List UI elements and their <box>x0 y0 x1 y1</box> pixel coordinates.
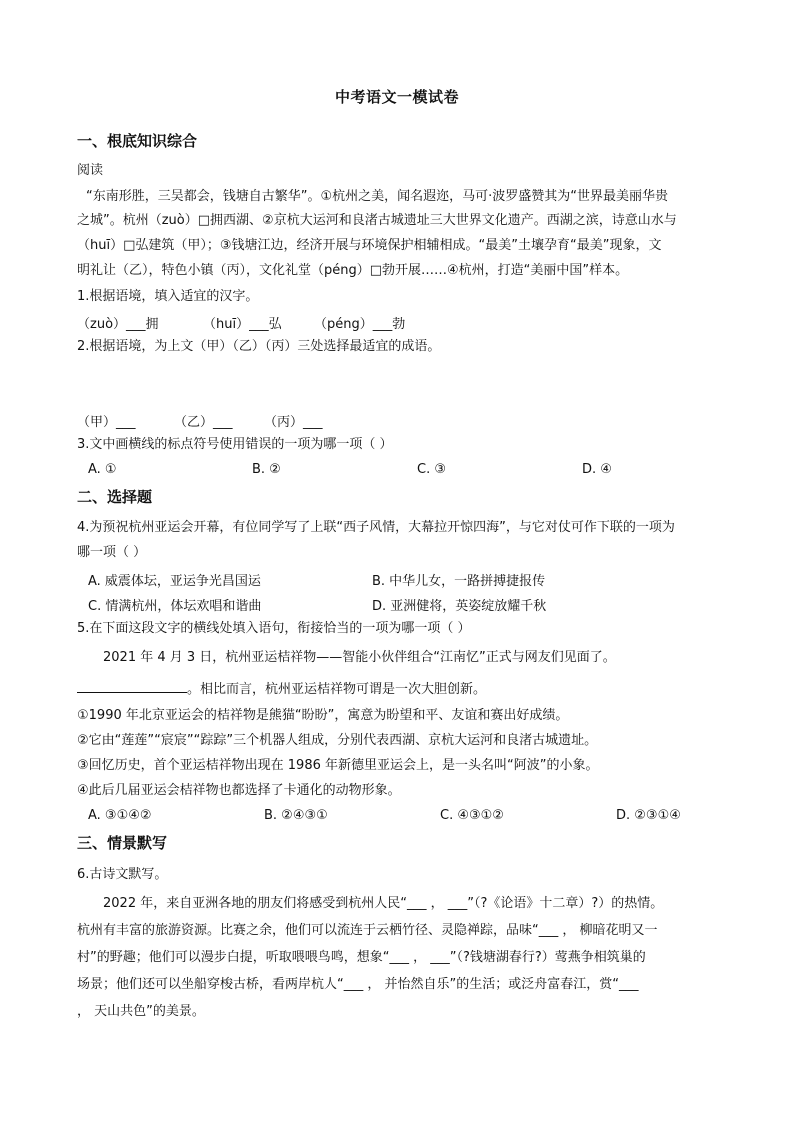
q1-stem: 1.根据语境，填入适宜的汉字。 <box>77 289 259 304</box>
q1-blank-a[interactable]: （zuò）___拥 <box>77 317 159 332</box>
q3-option-c[interactable]: C. ③ <box>417 462 446 477</box>
q5-sentence-2: ②它由“莲莲”“宸宸”“踪踪”三个机器人组成，分别代表西湖、京杭大运河和良渚古城遗址。 <box>77 733 598 748</box>
reading-line-4: 明礼让（乙），特色小镇（丙），文化礼堂（péng）□勃开展……④杭州，打造“美丽中国”样本。 <box>77 263 629 278</box>
q3-option-a[interactable]: A. ① <box>88 462 117 477</box>
q3-option-b[interactable]: B. ② <box>252 462 281 477</box>
q2-stem: 2.根据语境，为上文（甲）（乙）（丙）三处选择最适宜的成语。 <box>77 339 441 354</box>
q4-stem-line-2: 哪一项（ ） <box>77 545 147 560</box>
q3-stem: 3.文中画横线的标点符号使用错误的一项为哪一项（ ） <box>77 437 393 452</box>
q5-option-a[interactable]: A. ③①④② <box>88 808 152 823</box>
section-heading-1: 一、根底知识综合 <box>77 132 198 150</box>
q5-sentence-3: ③回忆历史，首个亚运桔祥物出现在 1986 年新德里亚运会上，是一头名叫“阿波”的小象。 <box>77 758 599 773</box>
q4-option-d[interactable]: D. 亚洲健将，英姿绽放耀千秋 <box>372 599 547 614</box>
q5-passage-line-1: 2021 年 4 月 3 日，杭州亚运桔祥物——智能小伙伴组合“江南忆”正式与网友们见面了。 <box>103 650 616 665</box>
q1-blank-c[interactable]: （péng）___勃 <box>314 317 406 332</box>
q5-passage-line-2 <box>77 680 717 699</box>
section-heading-3: 三、情景默写 <box>77 834 168 852</box>
q2-blank-a[interactable]: （甲）___ <box>77 415 136 430</box>
q6-stem: 6.古诗文默写。 <box>77 867 168 882</box>
q4-stem-line-1: 4.为预祝杭州亚运会开幕，有位同学写了上联“西子风情，大幕拉开惊四海”，与它对仗可作下联的一项为 <box>77 520 675 535</box>
q6-line-2: 杭州有丰富的旅游资源。比赛之余，他们可以流连于云栖竹径、灵隐禅踪，品味“___ ， 柳暗花明又一 <box>77 923 658 938</box>
q3-option-d[interactable]: D. ④ <box>582 462 612 477</box>
q6-line-5: ， 天山共色”的美景。 <box>77 1004 205 1019</box>
q2-blank-c[interactable]: （丙）___ <box>264 415 323 430</box>
reading-line-2: 之城”。杭州（zuò）□拥西湖、②京杭大运河和良渚古城遗址三大世界文化遗产。西湖之滨，诗意山水与 <box>77 213 677 228</box>
q5-passage-text: 。相比而言，杭州亚运桔祥物可谓是一次大胆创新。 <box>187 682 487 697</box>
section-heading-2: 二、选择题 <box>77 488 153 506</box>
q6-line-3: 村”的野趣；他们可以漫步白提，听取喂喂鸟鸣，想象“___ ， ___”（?钱塘湖春行?）莺燕争相筑巢的 <box>77 950 646 965</box>
reading-line-1: “东南形胜，三吴都会，钱塘自古繁华”。①杭州之美，闻名遐迩，马可·波罗盛赞其为“世界最美丽华贵 <box>86 189 668 204</box>
q6-line-1: 2022 年，来自亚洲各地的朋友们将感受到杭州人民“___ ， ___”（?《论语》十二章）?）的热情。 <box>103 896 664 911</box>
q4-option-c[interactable]: C. 情满杭州，体坛欢唱和谐曲 <box>88 599 262 614</box>
q5-answer-blank[interactable] <box>77 680 187 693</box>
q5-option-c[interactable]: C. ④③①② <box>440 808 504 823</box>
q4-option-a[interactable]: A. 威震体坛，亚运争光昌国运 <box>88 574 261 589</box>
q6-line-4: 场景；他们还可以坐船穿梭古桥，看两岸杭人“___ ， 并怡然自乐”的生活；或泛舟富春江，赏“___ <box>77 977 639 992</box>
q4-option-b[interactable]: B. 中华儿女，一路拼搏捷报传 <box>372 574 546 589</box>
q5-option-b[interactable]: B. ②④③① <box>264 808 328 823</box>
q2-blank-b[interactable]: （乙）___ <box>174 415 233 430</box>
page-title: 中考语文一模试卷 <box>334 88 459 106</box>
q5-option-d[interactable]: D. ②③①④ <box>616 808 681 823</box>
q5-stem: 5.在下面这段文字的横线处填入语句，衔接恰当的一项为哪一项（ ） <box>77 621 471 636</box>
reading-label: 阅读 <box>77 163 104 178</box>
reading-line-3: （huī）□弘建筑（甲）；③钱塘江边，经济开展与环境保护相辅相成。“最美”土壤孕育“最美”现象，文 <box>77 238 662 253</box>
q1-blank-b[interactable]: （huī）___弘 <box>203 317 282 332</box>
q5-sentence-4: ④此后几届亚运会桔祥物也都选择了卡通化的动物形象。 <box>77 783 401 798</box>
q5-sentence-1: ①1990 年北京亚运会的桔祥物是熊猫“盼盼”，寓意为盼望和平、友谊和赛出好成绩。 <box>77 708 569 723</box>
